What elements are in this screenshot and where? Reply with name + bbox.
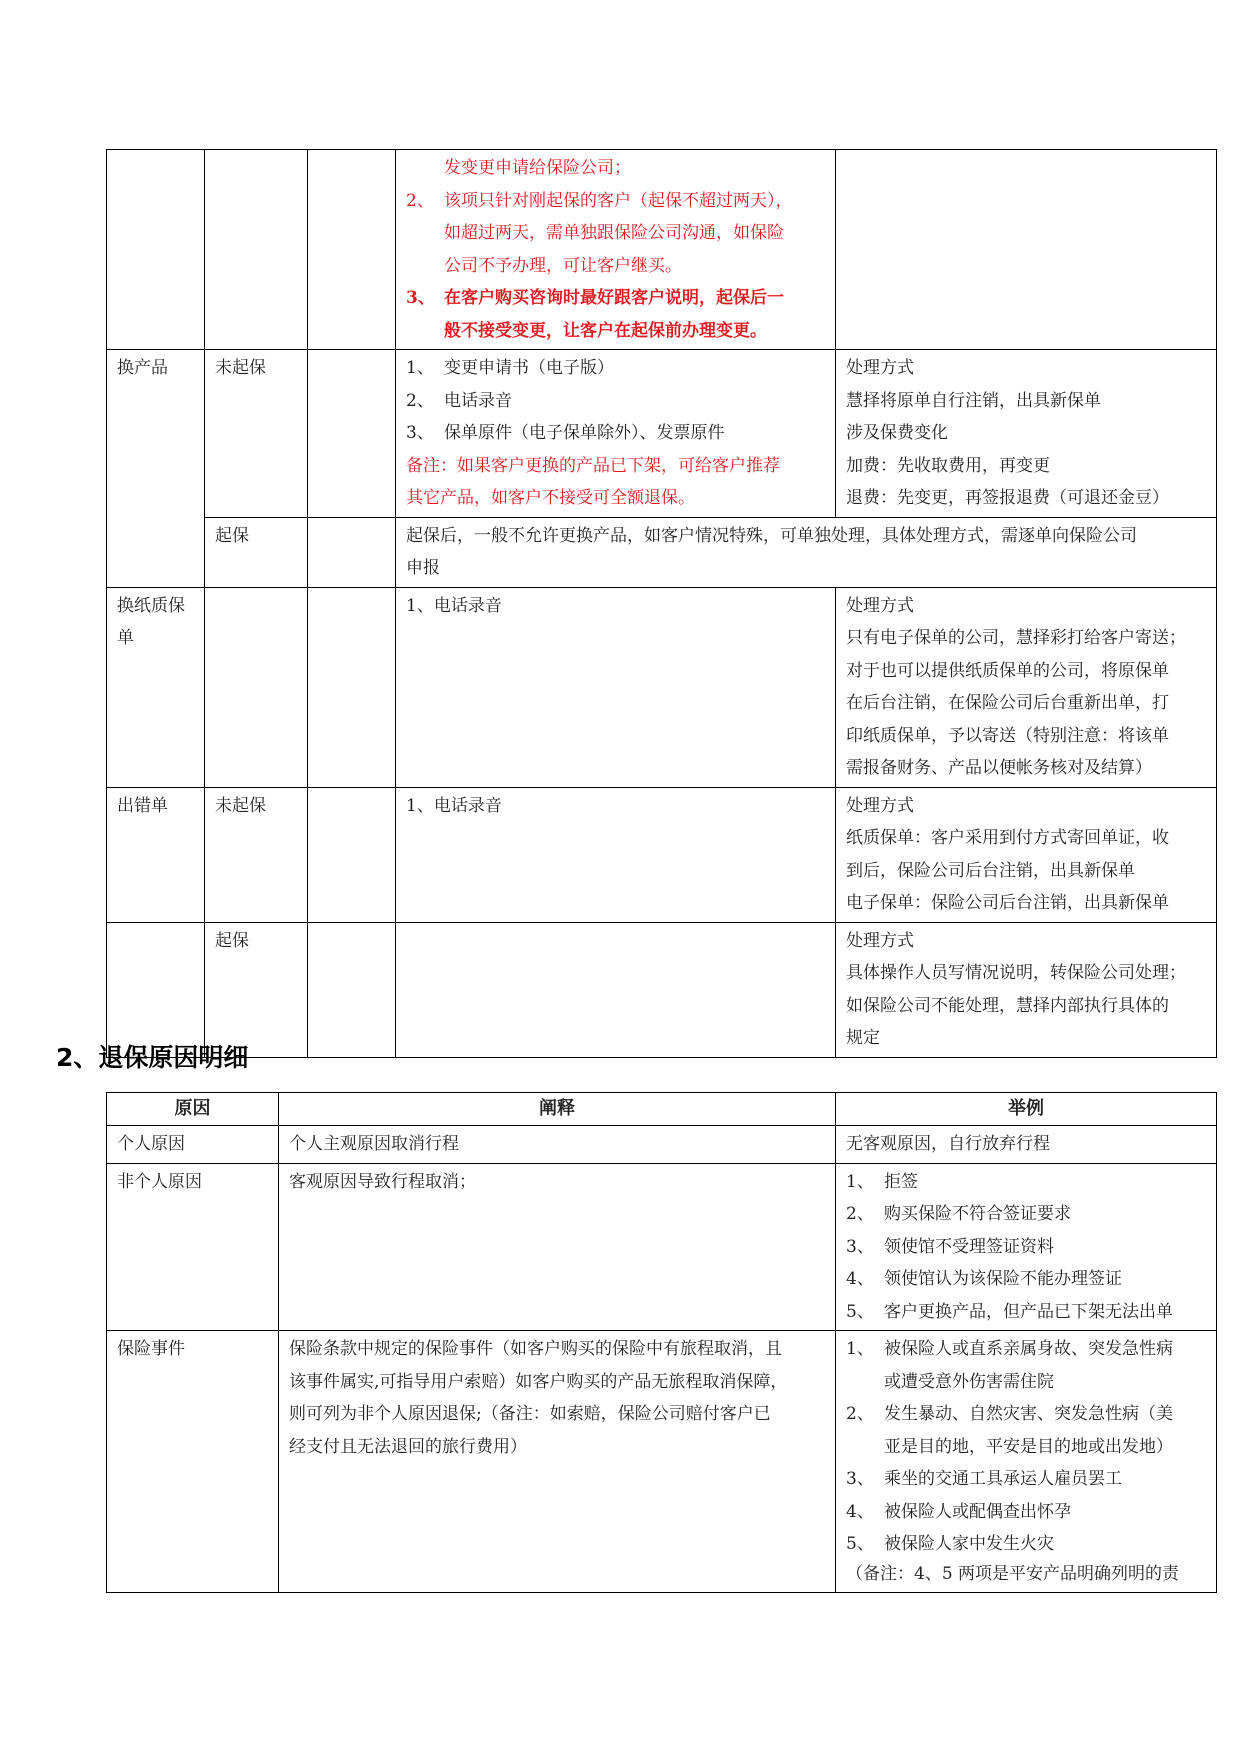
text-line: 客观原因导致行程取消； <box>289 1171 476 1192</box>
refund-reason-table <box>106 1092 1217 1593</box>
list-item: 2、 电话录音 <box>406 390 512 411</box>
handling-line: 处理方式 <box>846 795 914 816</box>
item-line: 单 <box>117 628 134 648</box>
table-row <box>107 787 1217 922</box>
handling-line: 在后台注销，在保险公司后台重新出单，打 <box>846 693 1169 713</box>
reason-cell: 个人原因 <box>107 1126 279 1164</box>
note-line: 其它产品，如客户不接受可全额退保。 <box>406 488 695 508</box>
list-item: 无客观原因，自行放弃行程 <box>846 1134 1050 1154</box>
extra-cell <box>308 517 396 587</box>
list-item: 3、 领使馆不受理签证资料 <box>846 1236 1054 1257</box>
explain-cell <box>279 1331 836 1593</box>
handling-line: 对于也可以提供纸质保单的公司，将原保单 <box>846 660 1169 681</box>
handling-line: 纸质保单：客户采用到付方式寄回单证，收 <box>846 828 1169 848</box>
list-item: 或遭受意外伤害需住院 <box>884 1371 1054 1392</box>
list-item: 如超过两天，需单独跟保险公司沟通，如保险 <box>444 223 784 243</box>
list-item: 般不接受变更，让客户在起保前办理变更。 <box>444 320 767 341</box>
list-item: 3、 在客户购买咨询时最好跟客户说明，起保后一 <box>406 288 784 308</box>
extra-cell <box>308 150 396 350</box>
status-cell: 未起保 <box>205 350 308 518</box>
materials-cell <box>396 350 836 518</box>
extra-cell <box>308 350 396 518</box>
handling-line: 涉及保费变化 <box>846 423 948 443</box>
status-cell: 起保 <box>205 517 308 587</box>
materials-cell <box>396 150 836 350</box>
handling-cell <box>836 150 1217 350</box>
handling-line: 需报备财务、产品以便帐务核对及结算） <box>846 758 1152 778</box>
handling-line: 规定 <box>846 1028 880 1048</box>
list-item: 4、 被保险人或配偶查出怀孕 <box>846 1501 1071 1522</box>
materials-cell <box>396 587 836 787</box>
explain-cell <box>279 1126 836 1164</box>
merged-cell <box>396 517 1217 587</box>
example-cell <box>836 1126 1217 1164</box>
item-cell: 换产品 <box>107 350 205 588</box>
list-item: 3、 保单原件（电子保单除外）、发票原件 <box>406 423 725 443</box>
handling-line: 如保险公司不能处理，慧择内部执行具体的 <box>846 995 1169 1016</box>
item-cell: 出错单 <box>107 787 205 922</box>
example-cell <box>836 1331 1217 1593</box>
item-cell <box>107 587 205 787</box>
item-cell <box>107 922 205 1057</box>
text-line: 起保后，一般不允许更换产品，如客户情况特殊，可单独处理，具体处理方式，需逐单向保险公司 <box>406 525 1137 546</box>
handling-line: 到后，保险公司后台注销，出具新保单 <box>846 860 1135 881</box>
handling-cell <box>836 587 1217 787</box>
list-item: 1、 变更申请书（电子版） <box>406 358 614 378</box>
example-cell <box>836 1163 1217 1331</box>
handling-line: 印纸质保单，予以寄送（特别注意：将该单 <box>846 725 1169 746</box>
handling-line: 退费：先变更，再签报退费（可退还金豆） <box>846 488 1169 508</box>
handling-cell <box>836 350 1217 518</box>
note-line: （备注：4、5 两项是平安产品明确列明的责 <box>846 1563 1180 1584</box>
text-line: 则可列为非个人原因退保;（备注：如索赔，保险公司赔付客户已 <box>289 1404 771 1424</box>
table-header-row <box>107 1093 1217 1126</box>
table-row <box>107 922 1217 1057</box>
extra-cell <box>308 787 396 922</box>
extra-cell <box>308 922 396 1057</box>
text-line: 个人主观原因取消行程 <box>289 1134 459 1154</box>
text-line: 申报 <box>406 558 440 578</box>
materials-cell <box>396 922 836 1057</box>
reason-cell: 非个人原因 <box>107 1163 279 1331</box>
handling-line: 处理方式 <box>846 930 914 951</box>
status-cell: 未起保 <box>205 787 308 922</box>
materials-cell <box>396 787 836 922</box>
policy-change-table <box>106 149 1217 1058</box>
list-item: 1、 被保险人或直系亲属身故、突发急性病 <box>846 1339 1173 1359</box>
status-cell <box>205 150 308 350</box>
item-cell <box>107 150 205 350</box>
explain-cell <box>279 1163 836 1331</box>
handling-line: 慧择将原单自行注销，出具新保单 <box>846 390 1101 411</box>
table-row <box>107 1163 1217 1331</box>
note-line: 备注：如果客户更换的产品已下架，可给客户推荐 <box>406 455 780 476</box>
table-row <box>107 1126 1217 1164</box>
text-line: 经支付且无法退回的旅行费用） <box>289 1436 527 1457</box>
list-item: 5、 被保险人家中发生火灾 <box>846 1534 1054 1554</box>
extra-cell <box>308 587 396 787</box>
handling-line: 加费：先收取费用，再变更 <box>846 455 1050 476</box>
column-header-explain: 阐释 <box>279 1093 836 1126</box>
handling-cell <box>836 922 1217 1057</box>
list-item: 亚是目的地，平安是目的地或出发地） <box>884 1436 1173 1457</box>
handling-line: 只有电子保单的公司，慧择彩打给客户寄送； <box>846 628 1186 648</box>
list-item: 4、 领使馆认为该保险不能办理签证 <box>846 1269 1122 1289</box>
handling-line: 具体操作人员写情况说明，转保险公司处理； <box>846 963 1186 983</box>
handling-line: 处理方式 <box>846 358 914 378</box>
table-row <box>107 350 1217 518</box>
column-header-example: 举例 <box>836 1093 1217 1126</box>
list-item: 1、 拒签 <box>846 1171 918 1192</box>
list-item: 3、 乘坐的交通工具承运人雇员罢工 <box>846 1469 1122 1489</box>
table-row <box>107 1331 1217 1593</box>
list-item: 2、 该项只针对刚起保的客户（起保不超过两天）， <box>406 190 793 211</box>
list-item: 2、 购买保险不符合签证要求 <box>846 1204 1071 1224</box>
reason-cell: 保险事件 <box>107 1331 279 1593</box>
list-item: 5、 客户更换产品，但产品已下架无法出单 <box>846 1301 1173 1322</box>
text-line: 保险条款中规定的保险事件（如客户购买的保险中有旅程取消，且 <box>289 1339 782 1359</box>
table-row <box>107 517 1217 587</box>
table-row <box>107 150 1217 350</box>
list-item: 公司不予办理，可让客户继买。 <box>444 255 682 276</box>
list-item: 1、电话录音 <box>406 595 502 616</box>
list-item: 1、电话录音 <box>406 795 502 816</box>
list-item: 发变更申请给保险公司； <box>444 158 631 178</box>
item-line: 换纸质保 <box>117 595 185 616</box>
list-item: 2、 发生暴动、自然灾害、突发急性病（美 <box>846 1404 1173 1424</box>
section-heading: 2、退保原因明细 <box>56 1043 249 1072</box>
text-line: 该事件属实,可指导用户索赔）如客户购买的产品无旅程取消保障， <box>289 1371 788 1392</box>
handling-cell <box>836 787 1217 922</box>
table-row <box>107 587 1217 787</box>
handling-line: 处理方式 <box>846 595 914 616</box>
handling-line: 电子保单：保险公司后台注销，出具新保单 <box>846 893 1169 913</box>
status-cell: 起保 <box>205 922 308 1057</box>
column-header-reason: 原因 <box>107 1093 279 1126</box>
status-cell <box>205 587 308 787</box>
